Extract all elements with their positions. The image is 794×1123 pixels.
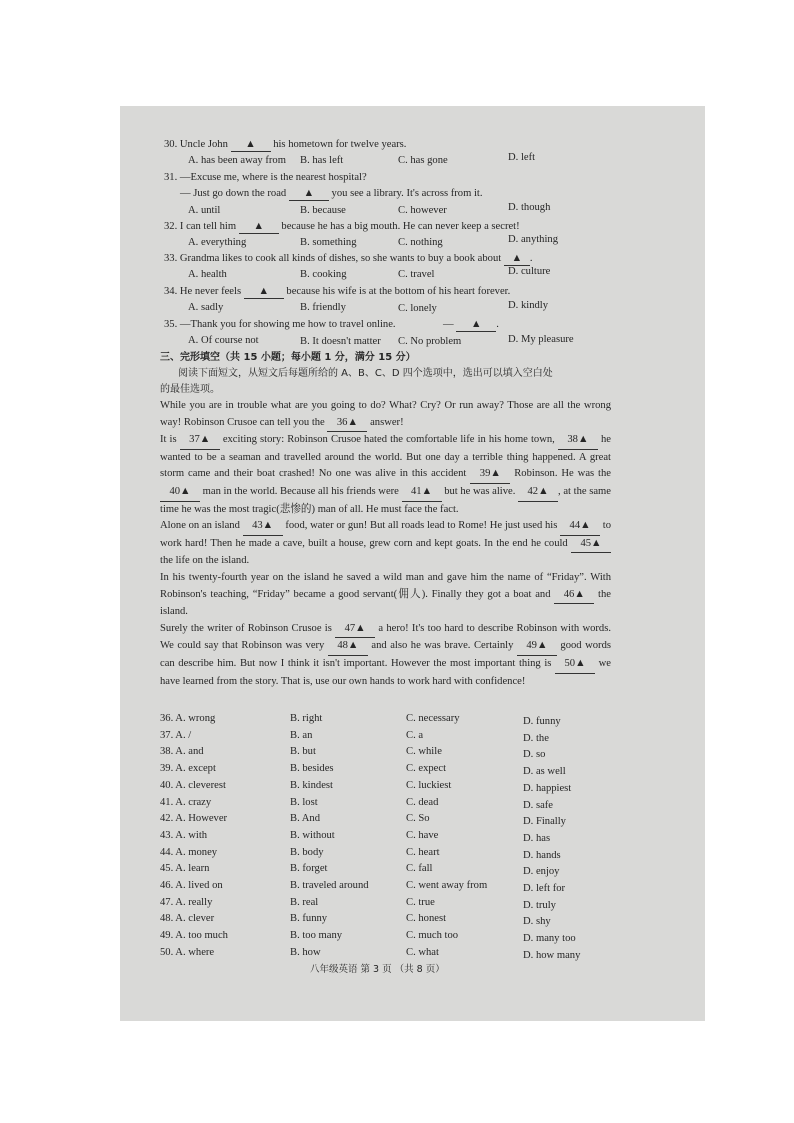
option-a: A. everything — [188, 237, 247, 248]
cloze-blank-42: 42▲ — [518, 484, 558, 502]
passage-paragraph — [160, 621, 611, 690]
cloze-blank-50: 50▲ — [555, 656, 595, 674]
passage-text: the life on the island. — [160, 555, 250, 567]
cloze-option-47-d: D. truly — [523, 899, 556, 911]
cloze-option-37-c: C. a — [406, 729, 424, 741]
cloze-option-44-c: C. heart — [406, 846, 440, 858]
question-33 — [164, 252, 533, 266]
question-text: Uncle John — [179, 139, 228, 150]
question-text: you see a library. It's across from it. — [331, 188, 483, 199]
section-instruction: 阅读下面短文，从短文后每题所给的 A、B、C、D 四个选项中，选出可以填入空白处 — [178, 368, 553, 379]
question-text: —Thank you for showing me how to travel online. — [179, 319, 396, 330]
option-c: C. however — [398, 205, 447, 216]
cloze-blank-39: 39▲ — [470, 466, 510, 484]
passage-text: to work hard! Then he made a cave, built a house, grew corn and kept goats. In the end he could — [160, 520, 612, 549]
question-30 — [164, 138, 406, 152]
cloze-option-46-c: C. went away from — [406, 880, 488, 891]
question-31-line-2 — [180, 187, 483, 201]
cloze-option-41-b: B. lost — [290, 796, 318, 808]
option-d: D. anything — [508, 234, 559, 245]
cloze-option-36-b: B. right — [290, 713, 323, 724]
question-number: 33. — [164, 253, 178, 264]
cloze-option-43-c: C. have — [406, 829, 439, 841]
cloze-option-40-a: 40. A. cleverest — [160, 779, 226, 791]
option-b: B. has left — [300, 155, 344, 166]
cloze-option-39-a: 39. A. except — [160, 763, 216, 775]
cloze-blank-37: 37▲ — [180, 432, 220, 450]
passage-text: he wanted to be a seaman and travelled around the world. But one day a terrible thing happened. A great storm came and their boat crashed! No one was alive in this accident — [160, 434, 611, 480]
cloze-option-38-b: B. but — [290, 746, 316, 758]
cloze-option-48-a: 48. A. clever — [160, 913, 215, 925]
cloze-option-47-b: B. real — [290, 896, 319, 908]
passage-text: the island. — [160, 588, 611, 618]
cloze-option-37-d: D. the — [523, 732, 549, 744]
option-d: D. kindly — [508, 300, 549, 311]
cloze-option-49-d: D. many too — [523, 933, 576, 945]
cloze-option-41-a: 41. A. crazy — [160, 796, 212, 808]
passage-text: a hero! It's too hard to describe Robinson with words. We could say that Robinson was very — [160, 622, 611, 652]
cloze-option-40-b: B. kindest — [290, 779, 333, 791]
question-number: 31. — [164, 172, 178, 183]
option-c: C. No problem — [398, 336, 462, 347]
cloze-blank-45: 45▲ — [571, 536, 611, 554]
option-d: D. left — [508, 152, 536, 163]
cloze-option-36-a: 36. A. wrong — [160, 713, 216, 724]
passage-text: and also he was brave. Certainly — [371, 640, 514, 652]
exam-page — [120, 106, 705, 1021]
cloze-option-45-d: D. enjoy — [523, 866, 560, 878]
passage-text: we have learned from the story. That is, use our own hands to work hard with confidence! — [160, 657, 611, 687]
option-b: B. friendly — [300, 302, 346, 313]
passage-text: Alone on an island — [160, 520, 240, 532]
page-footer: 八年级英语 第 3 页 （共 8 页） — [310, 964, 445, 975]
option-c: C. lonely — [398, 303, 437, 314]
option-a: A. has been away from — [188, 155, 286, 166]
option-a: A. health — [188, 269, 227, 280]
cloze-option-46-a: 46. A. lived on — [160, 880, 223, 891]
cloze-option-47-c: C. true — [406, 896, 435, 908]
cloze-option-46-d: D. left for — [523, 883, 566, 894]
cloze-option-42-d: D. Finally — [523, 816, 566, 828]
cloze-blank-49: 49▲ — [517, 638, 557, 656]
passage-text: In his twenty-fourth year on the island he saved a wild man and gave him the name of “Friday”. With Robinson's teaching, “Friday” became a good servant(佣人). Finally they got a boat and — [160, 571, 611, 600]
question-35-reply — [443, 318, 499, 332]
cloze-option-43-a: 43. A. with — [160, 829, 208, 841]
option-a: A. Of course not — [188, 335, 259, 346]
cloze-blank-41: 41▲ — [402, 484, 442, 502]
section-instruction-cont: 的最佳选项。 — [160, 384, 220, 395]
option-b: B. cooking — [300, 269, 347, 280]
cloze-option-42-a: 42. A. However — [160, 813, 228, 825]
cloze-option-49-b: B. too many — [290, 930, 343, 942]
question-text: I can tell him — [179, 221, 237, 232]
cloze-option-50-b: B. how — [290, 946, 321, 958]
cloze-option-42-b: B. And — [290, 813, 321, 825]
cloze-option-36-c: C. necessary — [406, 713, 460, 724]
cloze-option-50-c: C. what — [406, 946, 439, 958]
cloze-option-50-d: D. how many — [523, 949, 581, 961]
question-text: . — [529, 253, 533, 264]
passage-paragraph — [160, 570, 611, 621]
cloze-option-38-c: C. while — [406, 746, 442, 758]
option-c: C. travel — [398, 269, 435, 280]
option-c: C. has gone — [398, 155, 448, 166]
option-d: D. culture — [508, 266, 551, 277]
option-b: B. because — [300, 205, 346, 216]
cloze-option-44-d: D. hands — [523, 849, 561, 861]
question-text: He never feels — [179, 286, 242, 297]
passage-text: Robinson. He was the — [514, 468, 612, 480]
cloze-option-45-c: C. fall — [406, 863, 433, 875]
cloze-option-39-c: C. expect — [406, 763, 447, 775]
cloze-blank-43: 43▲ — [243, 518, 283, 536]
cloze-option-48-b: B. funny — [290, 913, 328, 925]
passage-text: While you are in trouble what are you going to do? What? Cry? Or run away? Those are all the wrong way! Robinson Crusoe can tell you the — [160, 400, 611, 428]
cloze-blank-40: 40▲ — [160, 484, 200, 502]
passage-paragraph — [160, 432, 611, 518]
cloze-option-41-d: D. safe — [523, 799, 554, 811]
cloze-option-48-d: D. shy — [523, 916, 551, 928]
passage-text: Surely the writer of Robinson Crusoe is — [160, 622, 332, 634]
cloze-option-41-c: C. dead — [406, 796, 439, 808]
cloze-option-43-d: D. has — [523, 832, 551, 844]
cloze-blank-44: 44▲ — [560, 518, 600, 536]
question-text: . — [496, 319, 499, 330]
question-number: 30. — [164, 139, 178, 150]
passage-text: but he was alive. — [444, 485, 516, 497]
cloze-option-37-a: 37. A. / — [160, 729, 192, 741]
question-34 — [164, 285, 510, 299]
passage-text: good words can describe him. But now I think it isn't important. However the most important thing is — [160, 640, 611, 669]
cloze-option-39-d: D. as well — [523, 766, 566, 778]
option-a: A. until — [188, 205, 221, 216]
answer-blank: ▲ — [289, 187, 329, 201]
passage-text: answer! — [370, 416, 404, 428]
question-31 — [164, 171, 367, 184]
question-32 — [164, 220, 520, 234]
answer-blank: ▲ — [244, 285, 284, 299]
passage-paragraph — [160, 518, 611, 570]
cloze-option-44-a: 44. A. money — [160, 846, 218, 858]
answer-blank: ▲ — [504, 252, 530, 266]
cloze-option-49-a: 49. A. too much — [160, 930, 228, 942]
passage-paragraph — [160, 398, 611, 432]
cloze-option-37-b: B. an — [290, 729, 313, 741]
cloze-option-36-d: D. funny — [523, 716, 561, 727]
question-text: Grandma likes to cook all kinds of dishes, so she wants to buy a book about — [179, 253, 502, 264]
cloze-option-42-c: C. So — [406, 813, 430, 825]
question-number: 32. — [164, 221, 178, 232]
option-b: B. something — [300, 237, 357, 248]
cloze-option-39-b: B. besides — [290, 763, 334, 775]
passage-text: man in the world. Because all his friends were — [202, 485, 399, 497]
question-text: because his wife is at the bottom of his heart forever. — [286, 286, 511, 297]
passage-text: exciting story: Robinson Crusoe hated the comfortable life in his home town, — [222, 434, 555, 446]
option-b: B. It doesn't matter — [300, 336, 381, 347]
question-text: because he has a big mouth. He can never keep a secret! — [281, 221, 520, 232]
cloze-blank-48: 48▲ — [328, 638, 368, 656]
option-c: C. nothing — [398, 237, 443, 248]
passage-text: food, water or gun! But all roads lead to Rome! He just used his — [285, 520, 558, 532]
cloze-option-48-c: C. honest — [406, 913, 447, 925]
question-text: —Excuse me, where is the nearest hospital? — [179, 172, 367, 183]
cloze-blank-38: 38▲ — [558, 432, 598, 450]
passage-text: , at the same time he was the most tragic(悲惨的) man of all. He must face the fact. — [160, 485, 611, 515]
dash: — — [443, 319, 454, 330]
answer-blank: ▲ — [231, 138, 271, 152]
cloze-option-40-c: C. luckiest — [406, 779, 452, 791]
cloze-blank-46: 46▲ — [554, 587, 594, 605]
answer-blank: ▲ — [456, 318, 496, 332]
question-text: — Just go down the road — [180, 188, 287, 199]
cloze-passage — [160, 398, 611, 690]
cloze-blank-47: 47▲ — [335, 621, 375, 639]
cloze-option-47-a: 47. A. really — [160, 896, 213, 908]
cloze-option-43-b: B. without — [290, 829, 335, 841]
cloze-option-49-c: C. much too — [406, 930, 459, 942]
cloze-option-45-b: B. forget — [290, 863, 328, 875]
cloze-option-44-b: B. body — [290, 846, 324, 858]
question-number: 35. — [164, 319, 178, 330]
option-d: D. My pleasure — [508, 334, 574, 345]
cloze-blank-36: 36▲ — [327, 415, 367, 433]
cloze-option-46-b: B. traveled around — [290, 880, 369, 891]
answer-blank: ▲ — [239, 220, 279, 234]
question-text: his hometown for twelve years. — [273, 139, 407, 150]
cloze-option-50-a: 50. A. where — [160, 946, 215, 958]
cloze-option-45-a: 45. A. learn — [160, 863, 210, 875]
option-a: A. sadly — [188, 302, 224, 313]
cloze-option-38-a: 38. A. and — [160, 746, 204, 758]
passage-text: It is — [160, 434, 177, 446]
section-heading: 三、完形填空（共 15 小题；每小题 1 分，满分 15 分） — [160, 352, 416, 363]
question-number: 34. — [164, 286, 178, 297]
option-d: D. though — [508, 202, 551, 213]
cloze-option-38-d: D. so — [523, 749, 546, 761]
cloze-option-40-d: D. happiest — [523, 782, 572, 794]
question-35 — [164, 318, 396, 331]
